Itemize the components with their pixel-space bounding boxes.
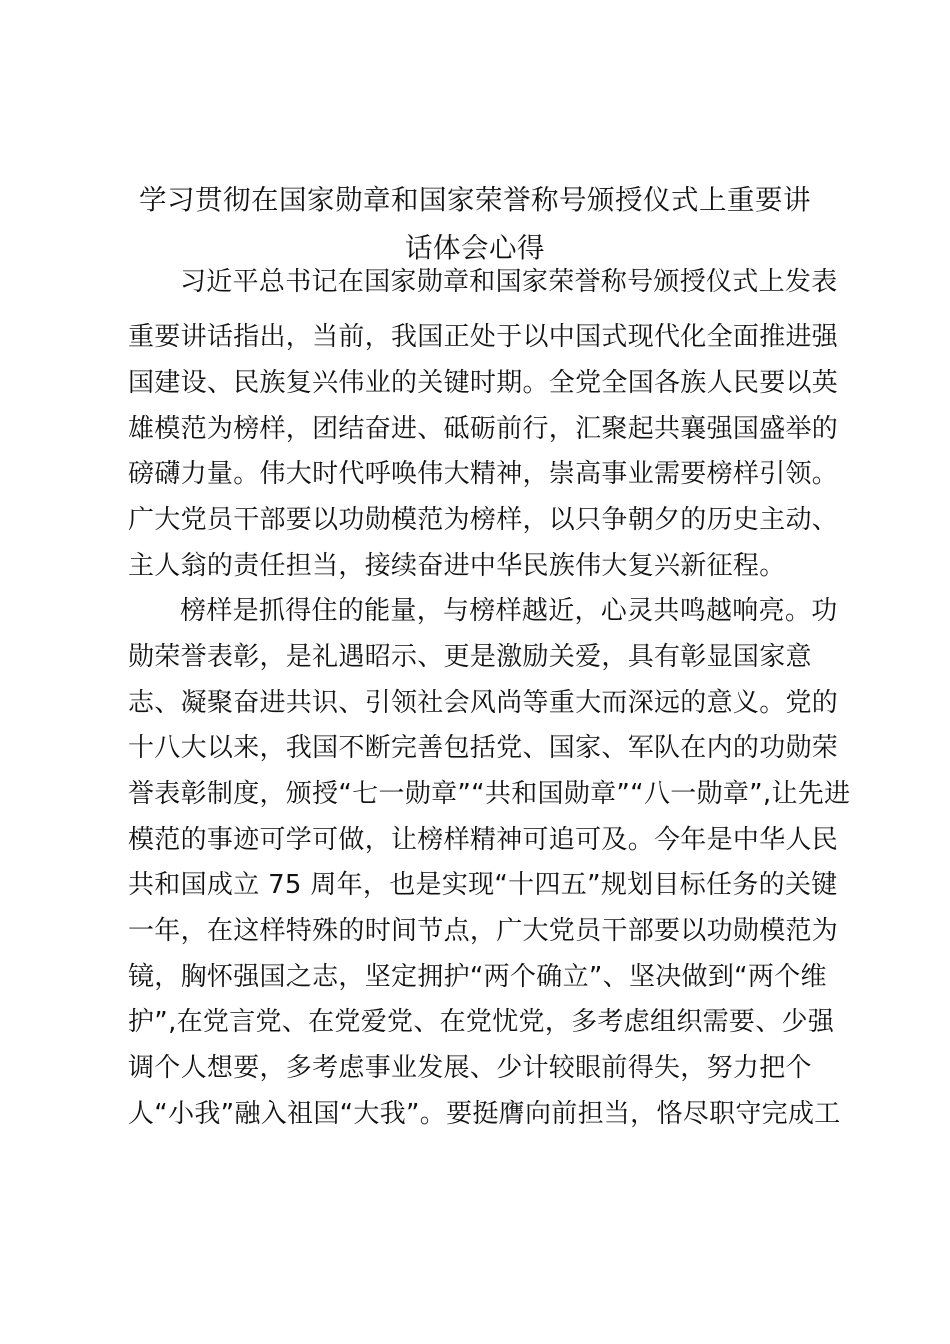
document-title bbox=[125, 176, 825, 272]
paragraph-line: 镜，胸怀强国之志，坚定拥护“两个确立”、坚决做到“两个维 bbox=[128, 962, 827, 992]
paragraph-line: 重要讲话指出，当前，我国正处于以中国式现代化全面推进强 bbox=[128, 322, 839, 352]
paragraph-line: 护”,在党言党、在党爱党、在党忧党，多考虑组织需要、少强 bbox=[128, 1007, 835, 1037]
paragraph-line: 共和国成立 75 周年，也是实现“十四五”规划目标任务的关键 bbox=[128, 870, 838, 900]
paragraph-line: 十八大以来，我国不断完善包括党、国家、军队在内的功勋荣 bbox=[128, 733, 839, 763]
title-line: 话体会心得 bbox=[405, 232, 545, 264]
paragraph-line: 模范的事迹可学可做，让榜样精神可追可及。今年是中华人民 bbox=[128, 825, 839, 855]
title-line: 学习贯彻在国家勋章和国家荣誉称号颁授仪式上重要讲 bbox=[139, 184, 811, 216]
paragraph-line: 勋荣誉表彰，是礼遇昭示、更是激励关爱，具有彰显国家意 bbox=[128, 642, 812, 672]
paragraph-line: 国建设、民族复兴伟业的关键时期。全党全国各族人民要以英 bbox=[128, 368, 839, 398]
paragraph-line: 一年，在这样特殊的时间节点，广大党员干部要以功勋模范为 bbox=[128, 916, 839, 946]
paragraph-line: 广大党员干部要以功勋模范为榜样，以只争朝夕的历史主动、 bbox=[128, 505, 839, 535]
paragraph-line: 习近平总书记在国家勋章和国家荣誉称号颁授仪式上发表 bbox=[180, 267, 838, 297]
paragraph-line: 磅礴力量。伟大时代呼唤伟大精神，崇高事业需要榜样引领。 bbox=[128, 459, 839, 489]
paragraph-line: 调个人想要，多考虑事业发展、少计较眼前得失，努力把个 bbox=[128, 1053, 812, 1083]
paragraph-line: 志、凝聚奋进共识、引领社会风尚等重大而深远的意义。党的 bbox=[128, 688, 839, 718]
paragraph-line: 雄模范为榜样，团结奋进、砥砺前行，汇聚起共襄强国盛举的 bbox=[128, 414, 839, 444]
paragraph-line: 人“小我”融入祖国“大我”。要挺膺向前担当，恪尽职守完成工 bbox=[128, 1099, 841, 1129]
paragraph-line: 榜样是抓得住的能量，与榜样越近，心灵共鸣越响亮。功 bbox=[180, 596, 838, 626]
paragraph-line: 誉表彰制度，颁授“七一勋章”“共和国勋章”“八一勋章”,让先进 bbox=[128, 779, 851, 809]
paragraph-line: 主人翁的责任担当，接续奋进中华民族伟大复兴新征程。 bbox=[128, 551, 786, 581]
